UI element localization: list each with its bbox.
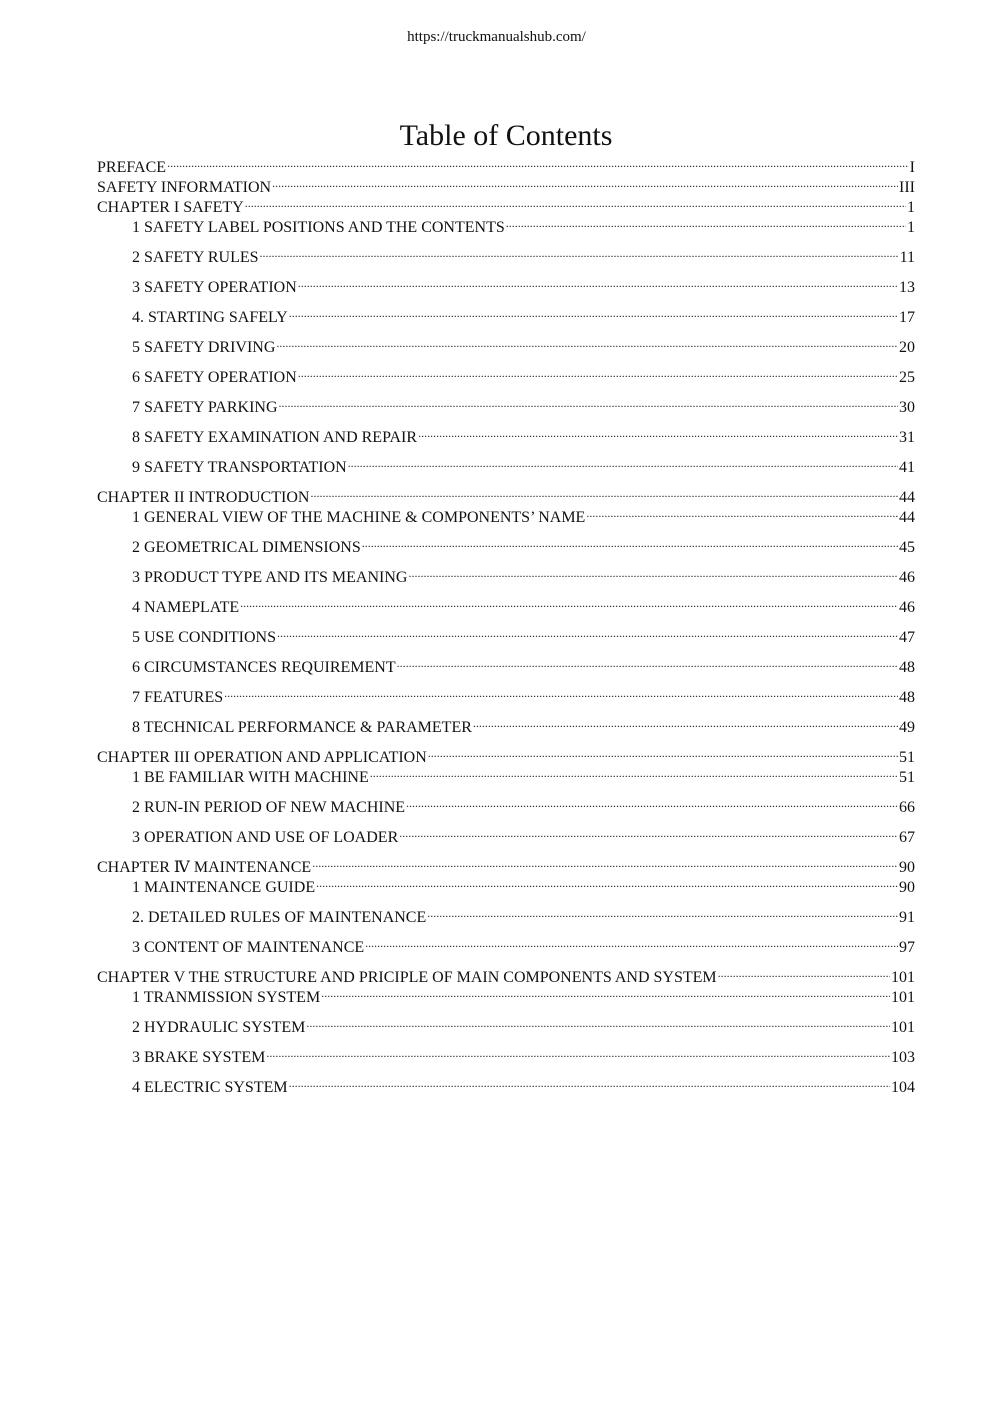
toc-entry-label: 1 BE FAMILIAR WITH MACHINE	[132, 769, 369, 786]
toc-dot-leader	[406, 792, 898, 812]
toc-chapter-entry[interactable]	[97, 852, 915, 876]
toc-chapter-entry[interactable]	[97, 482, 915, 506]
toc-entry-label: 2 SAFETY RULES	[132, 249, 259, 266]
toc-dot-leader	[298, 272, 898, 292]
toc-entry-label: 4. STARTING SAFELY	[132, 309, 288, 326]
toc-entry-label: CHAPTER II INTRODUCTION	[97, 489, 310, 506]
toc-dot-leader	[312, 852, 898, 872]
toc-entry-label: 3 PRODUCT TYPE AND ITS MEANING	[132, 569, 408, 586]
toc-section-entry[interactable]	[97, 362, 915, 386]
toc-dot-leader	[289, 302, 898, 322]
toc-dot-leader	[306, 1012, 890, 1032]
toc-entry-label: 5 USE CONDITIONS	[132, 629, 276, 646]
toc-section-entry[interactable]	[97, 422, 915, 446]
toc-dot-leader	[310, 482, 898, 502]
toc-chapter-entry[interactable]	[97, 742, 915, 766]
toc-entry-label: CHAPTER V THE STRUCTURE AND PRICIPLE OF MAIN COMPONENTS AND SYSTEM	[97, 969, 717, 986]
toc-dot-leader	[397, 652, 898, 672]
toc-dot-leader	[224, 682, 898, 702]
toc-dot-leader	[277, 622, 898, 642]
toc-page-number: 104	[891, 1079, 915, 1096]
toc-dot-leader	[718, 962, 890, 982]
toc-section-entry[interactable]	[97, 652, 915, 676]
toc-section-entry[interactable]	[97, 932, 915, 956]
toc-dot-leader	[266, 1042, 890, 1062]
toc-dot-leader	[586, 502, 898, 522]
toc-section-entry[interactable]	[97, 392, 915, 416]
toc-dot-leader	[260, 242, 899, 262]
toc-section-entry[interactable]	[97, 532, 915, 556]
toc-dot-leader	[279, 392, 898, 412]
toc-page-number: 101	[891, 989, 915, 1006]
toc-page-number: 51	[899, 749, 915, 766]
toc-section-entry[interactable]	[97, 562, 915, 586]
toc-page-number: 17	[899, 309, 915, 326]
toc-page-number: 30	[899, 399, 915, 416]
toc-dot-leader	[289, 1072, 890, 1092]
toc-page-number: 103	[891, 1049, 915, 1066]
toc-page-number: 90	[899, 879, 915, 896]
toc-page-number: 44	[899, 489, 915, 506]
toc-page-number: 48	[899, 689, 915, 706]
toc-dot-leader	[365, 932, 898, 952]
toc-section-entry[interactable]	[97, 1012, 915, 1036]
toc-page-number: 44	[899, 509, 915, 526]
toc-page-number: 66	[899, 799, 915, 816]
toc-page-number: 91	[899, 909, 915, 926]
toc-section-entry[interactable]	[97, 712, 915, 736]
toc-page-number: 11	[899, 249, 915, 266]
toc-chapter-entry[interactable]	[97, 172, 915, 196]
toc-entry-label: 5 SAFETY DRIVING	[132, 339, 276, 356]
toc-entry-label: 7 FEATURES	[132, 689, 224, 706]
toc-entry-label: CHAPTER III OPERATION AND APPLICATION	[97, 749, 427, 766]
toc-entry-label: 8 TECHNICAL PERFORMANCE & PARAMETER	[132, 719, 472, 736]
toc-title: Table of Contents	[399, 119, 613, 152]
toc-entry-label: 2 RUN-IN PERIOD OF NEW MACHINE	[132, 799, 406, 816]
toc-chapter-entry[interactable]	[97, 962, 915, 986]
toc-dot-leader	[408, 562, 898, 582]
toc-dot-leader	[272, 172, 898, 192]
toc-page-number: 46	[899, 599, 915, 616]
toc-section-entry[interactable]	[97, 452, 915, 476]
toc-section-entry[interactable]	[97, 332, 915, 356]
toc-dot-leader	[428, 742, 898, 762]
toc-entry-label: 3 BRAKE SYSTEM	[132, 1049, 266, 1066]
toc-page-number: 1	[907, 199, 915, 216]
toc-page-number: 67	[899, 829, 915, 846]
toc-section-entry[interactable]	[97, 1072, 915, 1096]
toc-list	[97, 152, 915, 1096]
toc-entry-label: 6 SAFETY OPERATION	[132, 369, 297, 386]
toc-page-number: III	[899, 179, 915, 196]
toc-page-number: 97	[899, 939, 915, 956]
toc-entry-label: 3 SAFETY OPERATION	[132, 279, 297, 296]
toc-page-number: 46	[899, 569, 915, 586]
toc-entry-label: 4 NAMEPLATE	[132, 599, 240, 616]
toc-section-entry[interactable]	[97, 302, 915, 326]
toc-page-number: 13	[899, 279, 915, 296]
toc-section-entry[interactable]	[97, 242, 915, 266]
toc-entry-label: 1 SAFETY LABEL POSITIONS AND THE CONTENTS	[132, 219, 505, 236]
toc-entry-label: 7 SAFETY PARKING	[132, 399, 278, 416]
toc-dot-leader	[316, 872, 898, 892]
toc-page-number: 48	[899, 659, 915, 676]
toc-section-entry[interactable]	[97, 622, 915, 646]
toc-page-number: 101	[891, 1019, 915, 1036]
toc-entry-label: 4 ELECTRIC SYSTEM	[132, 1079, 288, 1096]
toc-page-number: 31	[899, 429, 915, 446]
page-url: https://truckmanualshub.com/	[407, 29, 586, 45]
toc-section-entry[interactable]	[97, 822, 915, 846]
toc-section-entry[interactable]	[97, 272, 915, 296]
toc-entry-label: 3 CONTENT OF MAINTENANCE	[132, 939, 365, 956]
toc-entry-label: 6 CIRCUMSTANCES REQUIREMENT	[132, 659, 396, 676]
toc-page-number: 1	[907, 219, 915, 236]
toc-dot-leader	[298, 362, 898, 382]
toc-entry-label: 8 SAFETY EXAMINATION AND REPAIR	[132, 429, 418, 446]
toc-entry-label: CHAPTER I SAFETY	[97, 199, 244, 216]
toc-dot-leader	[399, 822, 898, 842]
toc-dot-leader	[167, 152, 909, 172]
toc-page-number: 47	[899, 629, 915, 646]
toc-dot-leader	[276, 332, 898, 352]
toc-page-number: 45	[899, 539, 915, 556]
toc-page-number: 51	[899, 769, 915, 786]
toc-page-number: 25	[899, 369, 915, 386]
toc-chapter-entry[interactable]	[97, 152, 915, 176]
toc-entry-label: 9 SAFETY TRANSPORTATION	[132, 459, 347, 476]
toc-entry-label: PREFACE	[97, 159, 167, 176]
toc-entry-label: 2. DETAILED RULES OF MAINTENANCE	[132, 909, 427, 926]
toc-page-number: 90	[899, 859, 915, 876]
toc-page-number: 41	[899, 459, 915, 476]
toc-entry-label: 2 GEOMETRICAL DIMENSIONS	[132, 539, 361, 556]
toc-entry-label: SAFETY INFORMATION	[97, 179, 272, 196]
toc-section-entry[interactable]	[97, 792, 915, 816]
toc-dot-leader	[245, 192, 906, 212]
toc-entry-label: 3 OPERATION AND USE OF LOADER	[132, 829, 399, 846]
toc-entry-label: 1 GENERAL VIEW OF THE MACHINE & COMPONENTS’ NAME	[132, 509, 586, 526]
toc-page-number: 20	[899, 339, 915, 356]
toc-entry-label: 1 MAINTENANCE GUIDE	[132, 879, 316, 896]
toc-dot-leader	[506, 212, 906, 232]
toc-dot-leader	[370, 762, 898, 782]
toc-page-number: 101	[891, 969, 915, 986]
toc-entry-label: 2 HYDRAULIC SYSTEM	[132, 1019, 306, 1036]
toc-entry-label: CHAPTER Ⅳ MAINTENANCE	[97, 859, 312, 876]
toc-dot-leader	[348, 452, 898, 472]
toc-dot-leader	[427, 902, 898, 922]
toc-entry-label: 1 TRANMISSION SYSTEM	[132, 989, 321, 1006]
toc-section-entry[interactable]	[97, 902, 915, 926]
toc-dot-leader	[473, 712, 898, 732]
toc-section-entry[interactable]	[97, 1042, 915, 1066]
toc-dot-leader	[418, 422, 898, 442]
toc-dot-leader	[321, 982, 890, 1002]
toc-page-number: I	[909, 159, 915, 176]
toc-page-number: 49	[899, 719, 915, 736]
toc-dot-leader	[240, 592, 898, 612]
toc-section-entry[interactable]	[97, 592, 915, 616]
toc-section-entry[interactable]	[97, 682, 915, 706]
toc-dot-leader	[362, 532, 898, 552]
